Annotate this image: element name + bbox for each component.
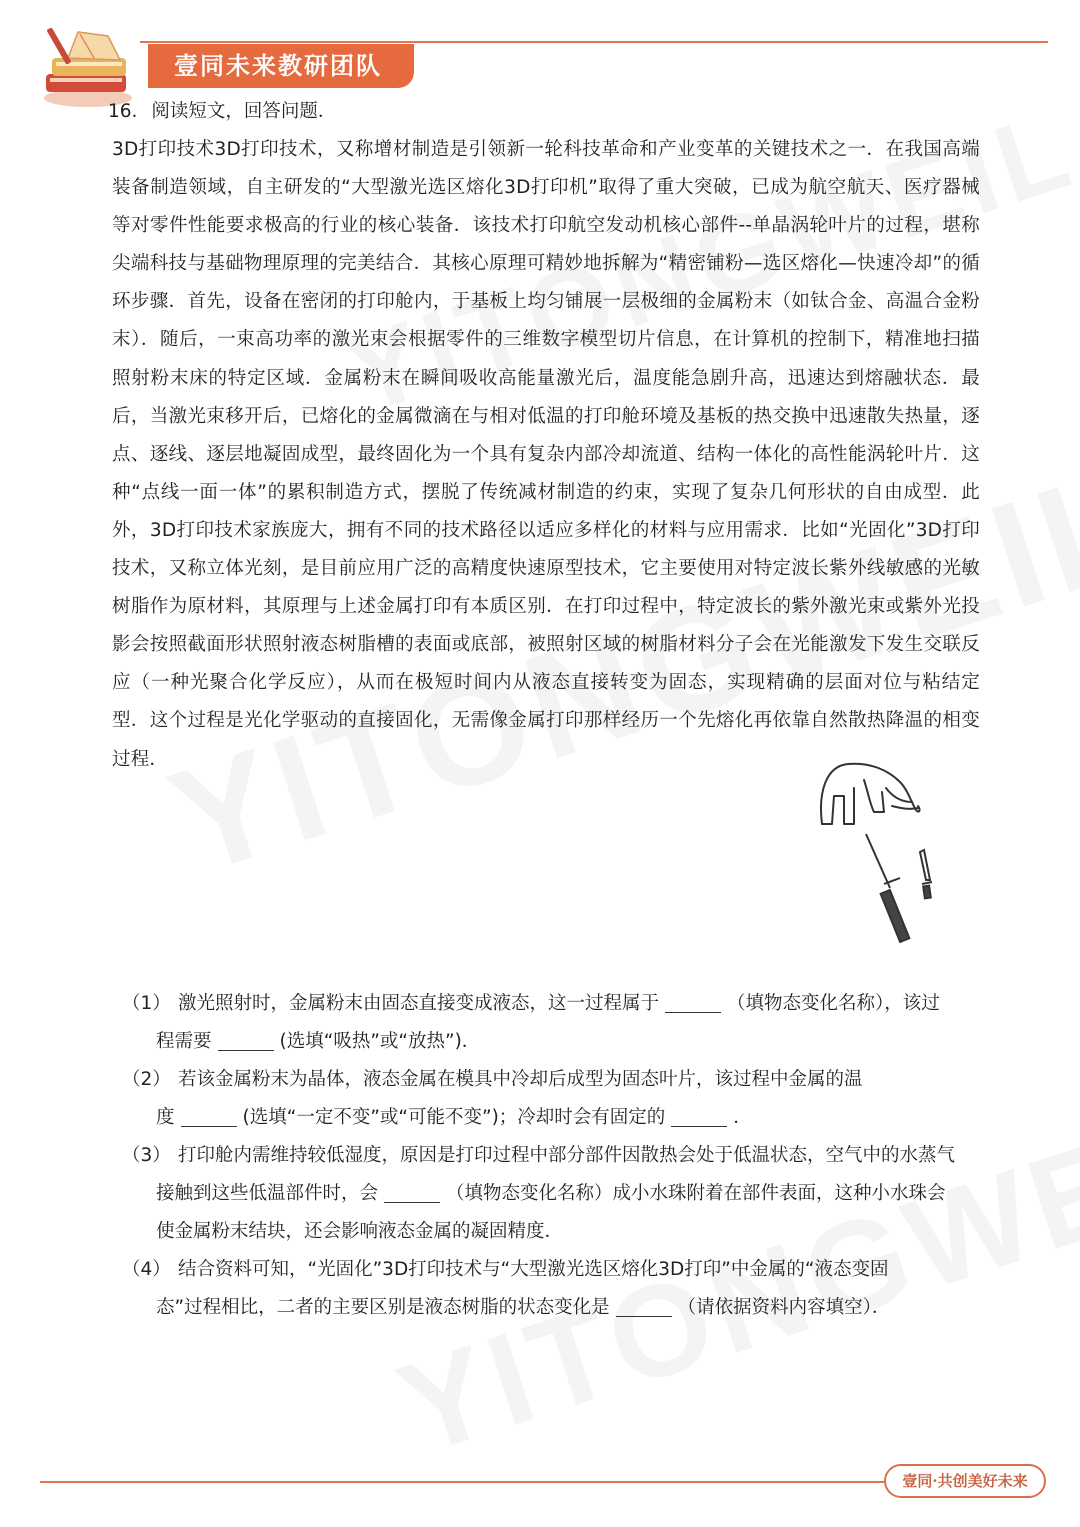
sub-question-3 bbox=[122, 1137, 982, 1251]
footer-slogan: 壹同·共创美好未来 bbox=[902, 1472, 1028, 1490]
printed-objects-illustration bbox=[808, 752, 958, 952]
question-text: 程需要 bbox=[156, 1031, 212, 1052]
reading-passage: 3D打印技术3D打印技术，又称增材制造是引领新一轮科技革命和产业变革的关键技术之一．在我国高端装备制造领域，自主研发的“大型激光选区熔化3D打印机”取得了重大突破，已成为航空航天、医疗器械等对零件性能要求极高的行业的核心装备．该技术打印航空发动机核心部件--单晶涡轮叶片的过程，堪称尖端科技与基础物理原理的完美结合．其核心原理可精妙地拆解为“精密铺粉—选区熔化—快速冷却”的循环步骤．首先，设备在密闭的打印舱内，于基板上均匀铺展一层极细的金属粉末（如钛合金、高温合金粉末）．随后，一束高功率的激光束会根据零件的三维数字模型切片信息，在计算机的控制下，精准地扫描照射粉末床的特定区域．金属粉末在瞬间吸收高能量激光后，温度能急剧升高，迅速达到熔融状态．最后，当激光束移开后，已熔化的金属微滴在与相对低温的打印舱环境及基板的热交换中迅速散失热量，逐点、逐线、逐层地凝固成型，最终固化为一个具有复杂内部冷却流道、结构一体化的高性能涡轮叶片．这种“点线一面一体”的累积制造方式，摆脱了传统减材制造的约束，实现了复杂几何形状的自由成型．此外，3D打印技术家族庞大，拥有不同的技术路径以适应多样化的材料与应用需求．比如“光固化”3D打印技术，又称立体光刻，是目前应用广泛的高精度快速原型技术，它主要使用对特定波长紫外线敏感的光敏树脂作为原材料，其原理与上述金属打印有本质区别．在打印过程中，特定波长的紫外激光束或紫外光投影会按照截面形状照射液态树脂槽的表面或底部，被照射区域的树脂材料分子会在光能激发下发生交联反应（一种光聚合化学反应），从而在极短时间内从液态直接转变为固态，实现精确的层面对位与粘结定型．这个过程是光化学驱动的直接固化，无需像金属打印那样经历一个先熔化再依靠自然散热降温的相变过程． bbox=[112, 139, 980, 770]
question-text: (选填“一定不变”或“可能不变”)；冷却时会有固定的 bbox=[242, 1107, 666, 1128]
answer-blank[interactable] bbox=[181, 1102, 237, 1127]
answer-blank[interactable] bbox=[665, 988, 721, 1013]
question-text: 接触到这些低温部件时，会 bbox=[156, 1183, 379, 1204]
sub-question-number: （1） bbox=[122, 993, 171, 1014]
sub-question-number: （3） bbox=[122, 1145, 171, 1166]
question-text: 结合资料可知，“光固化”3D打印技术与“大型激光选区熔化3D打印”中金属的“液态变固 bbox=[178, 1259, 889, 1280]
sub-question-4 bbox=[122, 1251, 982, 1327]
answer-blank[interactable] bbox=[616, 1292, 672, 1317]
question-text: ． bbox=[733, 1107, 752, 1128]
question-text: 激光照射时，金属粉末由固态直接变成液态，这一过程属于 bbox=[178, 993, 660, 1014]
question-heading bbox=[108, 97, 336, 127]
question-text: （填物态变化名称）成小水珠附着在部件表面，这种小水珠会 bbox=[446, 1183, 946, 1204]
sub-question-number: （2） bbox=[122, 1069, 171, 1090]
question-text: 使金属粉末结块，还会影响液态金属的凝固精度． bbox=[156, 1221, 564, 1242]
answer-blank[interactable] bbox=[671, 1102, 727, 1127]
footer-rule bbox=[40, 1481, 890, 1483]
question-text: (选填“吸热”或“放热”)． bbox=[279, 1031, 481, 1052]
footer-slogan-badge bbox=[884, 1464, 1046, 1498]
sub-question-number: （4） bbox=[122, 1259, 171, 1280]
header-rule bbox=[140, 41, 1048, 43]
sub-question-2 bbox=[122, 1061, 982, 1137]
question-prompt: 阅读短文，回答问题． bbox=[151, 101, 337, 122]
brand-banner bbox=[148, 44, 414, 88]
answer-blank[interactable] bbox=[384, 1178, 440, 1203]
question-text: 态”过程相比，二者的主要区别是液态树脂的状态变化是 bbox=[156, 1297, 610, 1318]
question-text: 打印舱内需维持较低湿度，原因是打印过程中部分部件因散热会处于低温状态，空气中的水蒸气 bbox=[178, 1145, 956, 1166]
question-text: 度 bbox=[156, 1107, 175, 1128]
brand-title: 壹同未来教研团队 bbox=[174, 51, 382, 80]
question-text: （请依据资料内容填空）． bbox=[677, 1297, 891, 1318]
answer-blank[interactable] bbox=[218, 1026, 274, 1051]
question-text: （填物态变化名称），该过 bbox=[727, 993, 940, 1014]
question-number: 16. bbox=[108, 101, 138, 122]
question-text: 若该金属粉末为晶体，液态金属在模具中冷却后成型为固态叶片，该过程中金属的温 bbox=[178, 1069, 863, 1090]
sub-question-1 bbox=[122, 985, 982, 1061]
